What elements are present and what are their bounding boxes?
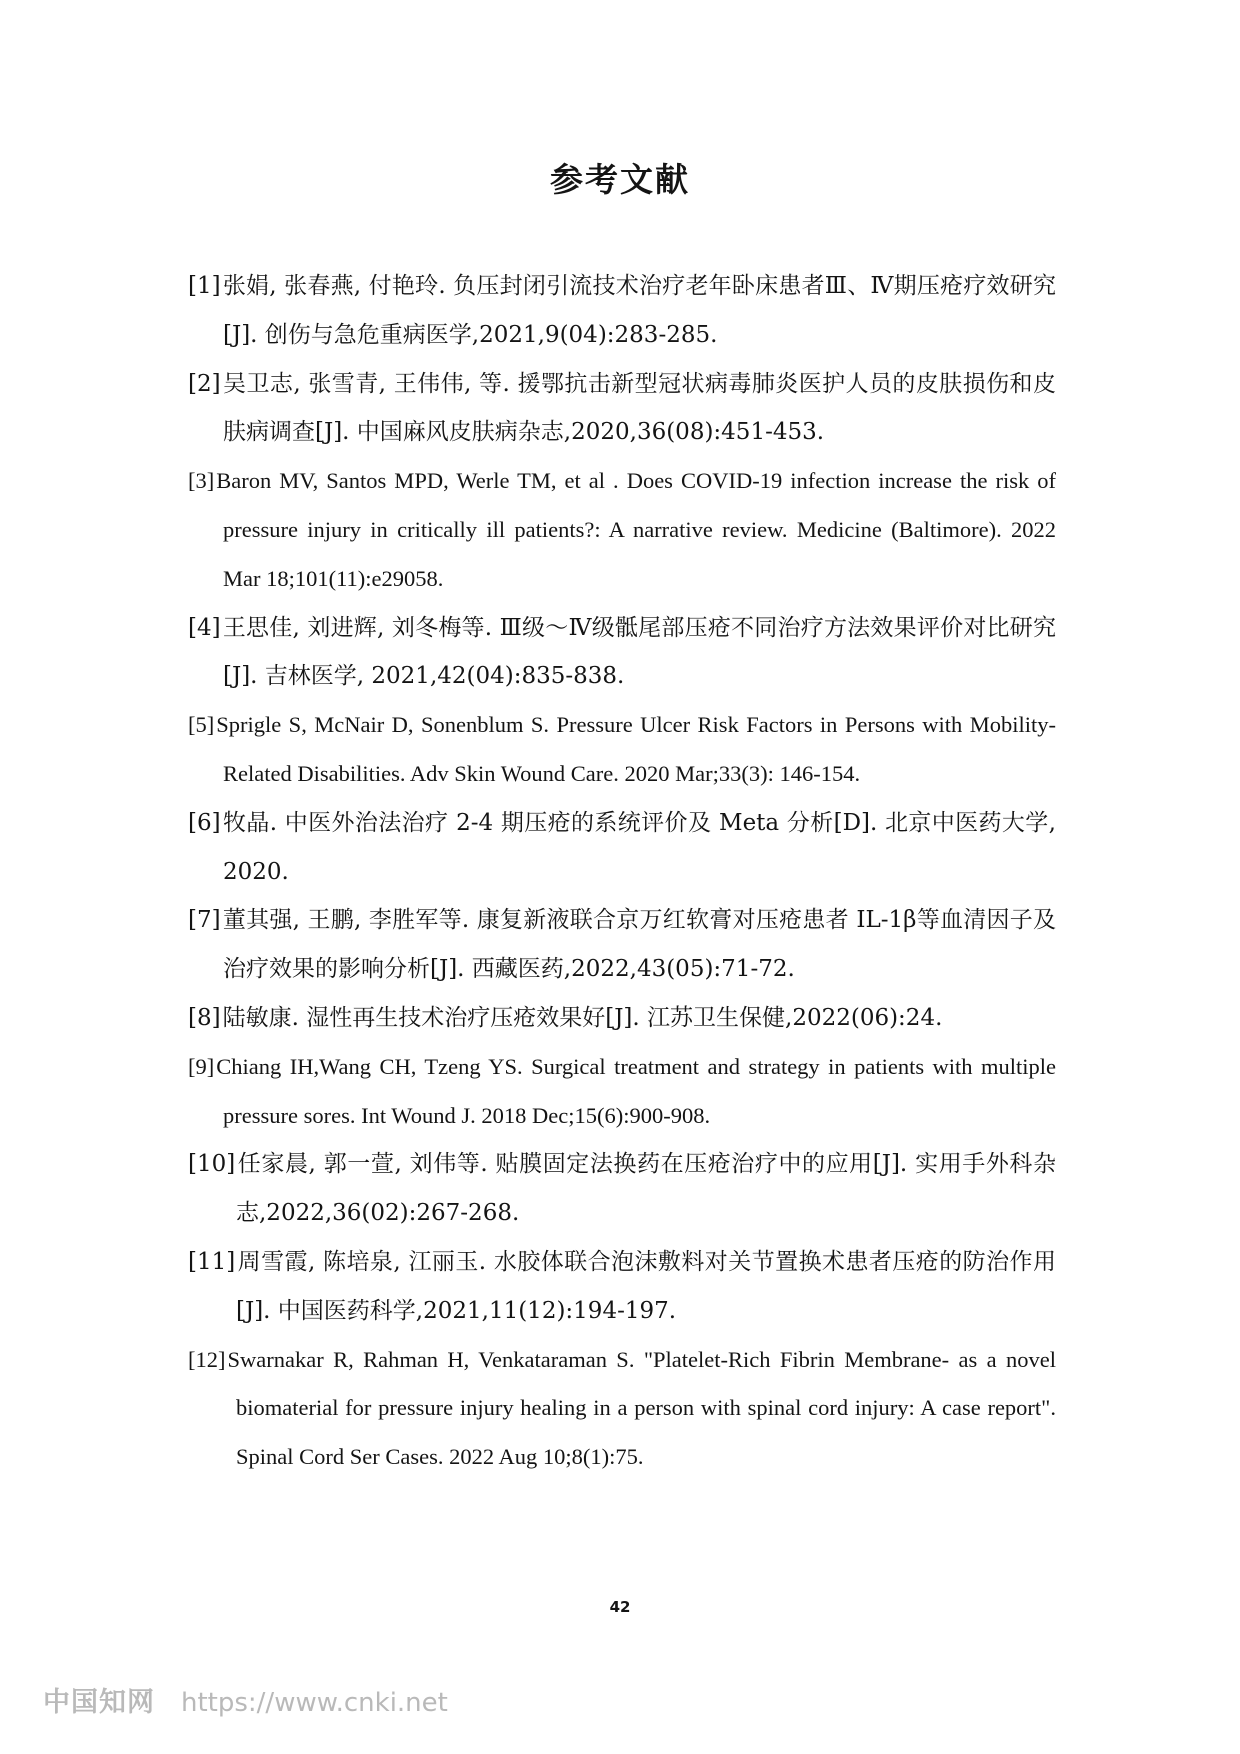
- reference-item: [188, 994, 1056, 1043]
- reference-item: [188, 1238, 1056, 1336]
- reference-number: [2]: [188, 370, 221, 397]
- reference-number: [1]: [188, 273, 221, 299]
- reference-item: [188, 1043, 1056, 1141]
- reference-text: 董其强, 王鹏, 李胜军等. 康复新液联合京万红软膏对压疮患者 IL-1β等血清因子及治疗效果的影响分析[J]. 西藏医药,2022,43(05):71-72.: [222, 907, 1056, 983]
- reference-item: [188, 360, 1056, 458]
- reference-number: [5]: [188, 712, 215, 738]
- reference-item: [188, 701, 1056, 799]
- reference-text: Sprigle S, McNair D, Sonenblum S. Pressure Ulcer Risk Factors in Persons with Mobility-Related Disabilities. Adv Skin Wound Care. 2020 Mar;33(3): 146-154.: [216, 712, 1056, 786]
- reference-text: Baron MV, Santos MPD, Werle TM, et al . Does COVID-19 infection increase the risk of pressure injury in critically ill patients?: A narrative review. Medicine (Baltimore). 2022 Mar 18;101(11):e29058.: [216, 468, 1056, 591]
- page-number: 42: [609, 1598, 631, 1616]
- reference-text: Swarnakar R, Rahman H, Venkataraman S. "Platelet-Rich Fibrin Membrane- as a novel biomaterial for pressure injury healing in a person with spinal cord injury: A case report". Spinal Cord Ser Cases. 2022 Aug 10;8(1):75.: [227, 1346, 1056, 1470]
- reference-text: Chiang IH,Wang CH, Tzeng YS. Surgical treatment and strategy in patients with multiple pressure sores. Int Wound J. 2018 Dec;15(6):900-908.: [216, 1053, 1056, 1128]
- reference-number: [11]: [188, 1248, 236, 1275]
- reference-number: [10]: [188, 1151, 236, 1178]
- reference-number: [6]: [188, 809, 221, 836]
- reference-item: [188, 799, 1056, 897]
- reference-text: 周雪霞, 陈培泉, 江丽玉. 水胶体联合泡沫敷料对关节置换术患者压疮的防治作用[J]. 中国医药科学,2021,11(12):194-197.: [236, 1248, 1056, 1324]
- reference-text: 陆敏康. 湿性再生技术治疗压疮效果好[J]. 江苏卫生保健,2022(06):24.: [222, 1004, 943, 1031]
- reference-item: [188, 262, 1056, 360]
- reference-text: 牧晶. 中医外治法治疗 2-4 期压疮的系统评价及 Meta 分析[D]. 北京中医药大学, 2020.: [222, 809, 1056, 885]
- reference-number: [9]: [188, 1053, 215, 1079]
- reference-text: 吴卫志, 张雪青, 王伟伟, 等. 援鄂抗击新型冠状病毒肺炎医护人员的皮肤损伤和皮肤病调查[J]. 中国麻风皮肤病杂志,2020,36(08):451-453.: [222, 370, 1056, 446]
- page-title: 参考文献: [550, 160, 690, 199]
- reference-number: [7]: [188, 907, 221, 934]
- reference-number: [12]: [188, 1346, 226, 1372]
- reference-text: 王思佳, 刘进辉, 刘冬梅等. Ⅲ级～Ⅳ级骶尾部压疮不同治疗方法效果评价对比研究[J]. 吉林医学, 2021,42(04):835-838.: [222, 614, 1056, 690]
- reference-text: 张娟, 张春燕, 付艳玲. 负压封闭引流技术治疗老年卧床患者Ⅲ、Ⅳ期压疮疗效研究[J]. 创伤与急危重病医学,2021,9(04):283-285.: [222, 273, 1056, 348]
- cnki-watermark: [43, 1680, 448, 1719]
- reference-number: [3]: [188, 468, 215, 494]
- cnki-logo: 中国知网: [43, 1687, 155, 1718]
- reference-number: [4]: [188, 614, 221, 641]
- reference-list: [188, 262, 1056, 1482]
- reference-item: [188, 896, 1056, 994]
- reference-item: [188, 1140, 1056, 1238]
- reference-text: 任家晨, 郭一萱, 刘伟等. 贴膜固定法换药在压疮治疗中的应用[J]. 实用手外科杂志,2022,36(02):267-268.: [236, 1151, 1056, 1227]
- reference-item: [188, 457, 1056, 603]
- reference-item: [188, 1336, 1056, 1482]
- reference-item: [188, 604, 1056, 702]
- reference-number: [8]: [188, 1004, 221, 1031]
- cnki-url: https://www.cnki.net: [181, 1688, 448, 1718]
